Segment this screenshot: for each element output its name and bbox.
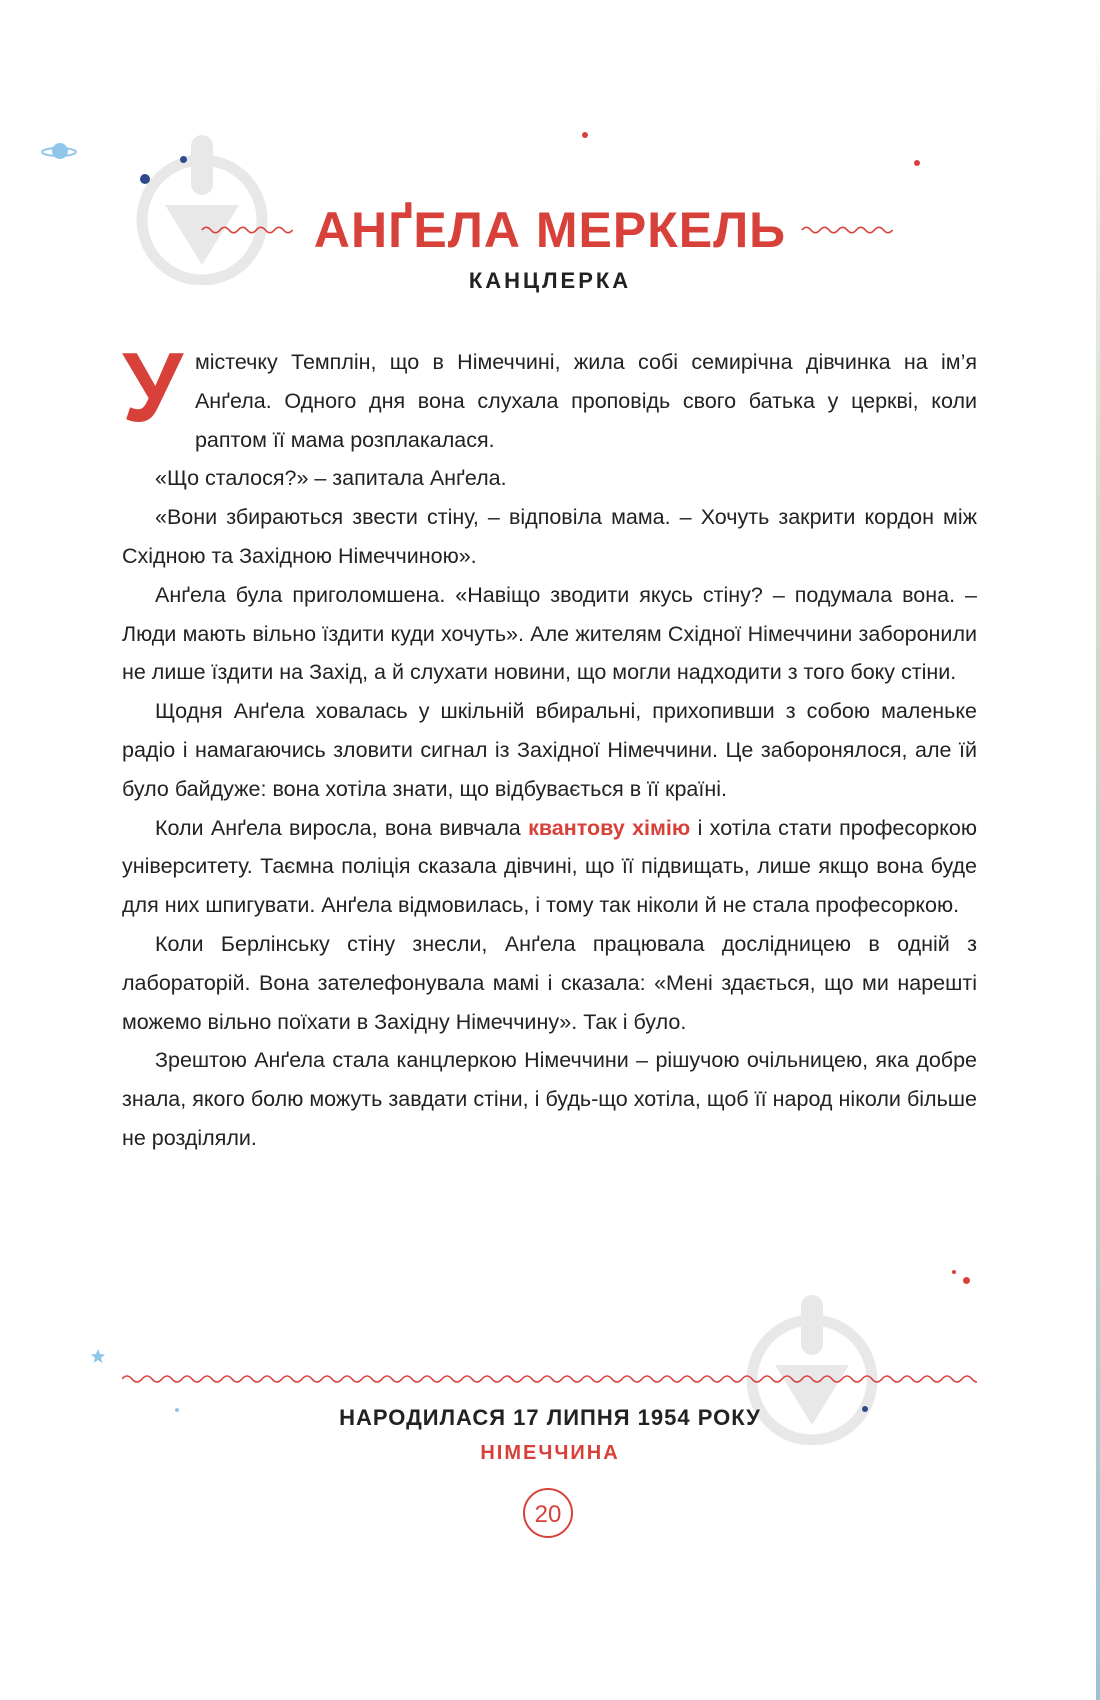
decorative-dot (952, 1270, 956, 1274)
paragraph: Коли Берлінську стіну знесли, Анґела працювала дослідницею в одній з лабораторій. Вона зателефонувала мамі і сказала: «Мені здається, що ми нарешті можемо вільно поїхати в Західну Німеччину». Так і було. (122, 931, 977, 1034)
birth-date: НАРОДИЛАСЯ 17 ЛИПНЯ 1954 РОКУ (339, 1405, 761, 1430)
paragraph: Анґела була приголомшена. «Навіщо зводити якусь стіну? – подумала вона. – Люди мають вільно їздити куди хочуть». Але жителям Східної Німеччини заборонили не лише їздити на Захід, а й слухати новини, що могли надходити з того боку стіни. (122, 582, 977, 685)
footer-divider (122, 1372, 977, 1386)
title-squiggle-left (200, 223, 300, 237)
paragraph: Коли Анґела виросла, вона вивчала квантову хімію і хотіла стати професоркою університету. Таємна поліція сказала дівчині, що її підвищать, лише якщо вона буде для них шпигувати. Анґела відмовилась, і тому так ніколи й не стала професоркою. (122, 815, 977, 918)
page-number: 20 (523, 1488, 573, 1538)
highlighted-term: квантову хімію (528, 815, 691, 840)
birth-country: НІМЕЧЧИНА (480, 1442, 620, 1464)
drop-cap: У (122, 332, 183, 442)
decorative-dot (914, 160, 920, 166)
story-text (122, 332, 977, 1158)
decorative-dot (963, 1277, 970, 1284)
paragraph: Зрештою Анґела стала канцлеркою Німеччини – рішучою очільницею, яка добре знала, якого болю можуть завдати стіни, і будь-що хотіла, щоб її народ ніколи більше не розділяли. (122, 1048, 977, 1150)
planet-icon (40, 140, 78, 164)
title-row (200, 195, 900, 265)
page-title: АНҐЕЛА МЕРКЕЛЬ (313, 202, 787, 258)
decorative-dot (180, 156, 187, 163)
title-squiggle-right (800, 223, 900, 237)
star-icon (90, 1348, 106, 1364)
decorative-dot (140, 174, 150, 184)
paragraph: Щодня Анґела ховалась у шкільній вбиральні, прихопивши з собою маленьке радіо і намагаючись зловити сигнал із Західної Німеччини. Це заборонялося, але їй було байдуже: вона хотіла знати, що відбувається в її країні. (122, 699, 977, 801)
paragraph: «Що сталося?» – запитала Анґела. (155, 466, 507, 491)
paragraph: «Вони збираються звести стіну, – відповіла мама. – Хочуть закрити кордон між Східною та Західною Німеччиною». (122, 505, 977, 568)
decorative-dot (582, 132, 588, 138)
page-subtitle: КАНЦЛЕРКА (468, 268, 632, 293)
paragraph: У містечку Темплін, що в Німеччині, жила собі семирічна дівчинка на ім’я Анґела. Одного дня вона слухала проповідь свого батька у церкві, коли раптом її мама розплакалася. (122, 332, 977, 452)
